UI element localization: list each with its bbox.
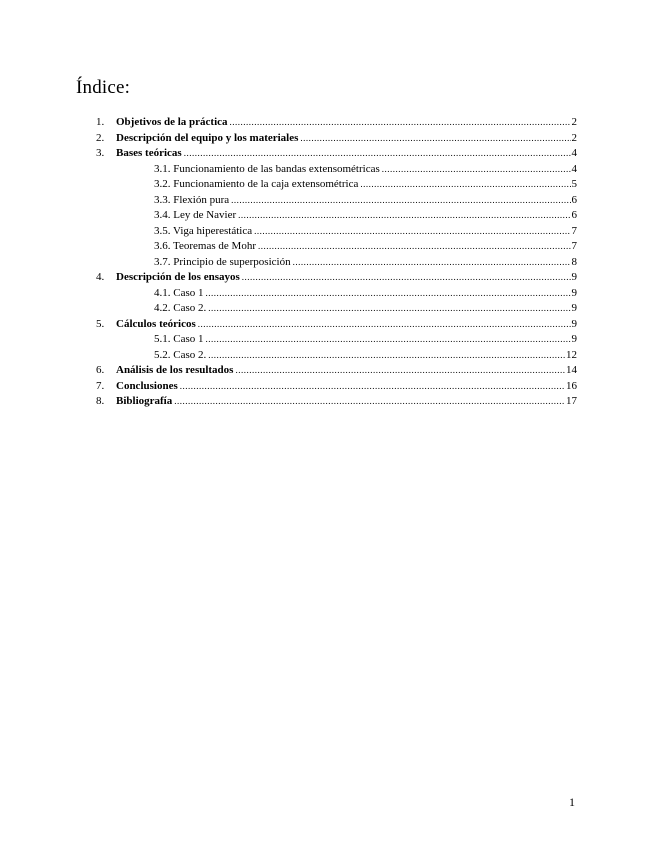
toc-dot-leader bbox=[208, 348, 565, 363]
toc-entry-number: 4. bbox=[96, 271, 105, 283]
toc-entry-label: 4.2. Caso 2. bbox=[154, 302, 207, 314]
toc-entry-line bbox=[154, 193, 577, 208]
toc-entry[interactable] bbox=[0, 332, 655, 347]
toc-entry-line bbox=[154, 224, 577, 239]
toc-entry[interactable] bbox=[0, 208, 655, 223]
toc-dot-leader bbox=[206, 286, 571, 301]
toc-entry-label: Bases teóricas bbox=[116, 147, 182, 159]
toc-entry-page: 2 bbox=[571, 116, 577, 128]
toc-entry[interactable] bbox=[0, 255, 655, 270]
toc-entry[interactable] bbox=[0, 286, 655, 301]
toc-dot-leader bbox=[360, 177, 570, 192]
toc-entry-label: 3.1. Funcionamiento de las bandas extensométricas bbox=[154, 162, 380, 175]
toc-entry-number: 6. bbox=[96, 364, 105, 376]
toc-dot-leader bbox=[231, 193, 570, 208]
toc-entry-page: 7 bbox=[571, 240, 577, 252]
toc-dot-leader bbox=[238, 208, 570, 223]
toc-entry-page: 6 bbox=[571, 209, 577, 221]
toc-entry[interactable] bbox=[0, 162, 655, 177]
toc-entry-label: 3.6. Teoremas de Mohr bbox=[154, 240, 256, 252]
toc-dot-leader bbox=[198, 317, 571, 332]
toc-entry-number: 1. bbox=[96, 116, 105, 128]
toc-entry-line bbox=[154, 177, 577, 192]
toc-entry-number: 8. bbox=[96, 395, 105, 407]
toc-entry-line bbox=[154, 162, 577, 177]
toc-entry-label: 5.2. Caso 2. bbox=[154, 348, 207, 361]
toc-entry-label: 3.3. Flexión pura bbox=[154, 193, 230, 206]
toc-entry-number: 7. bbox=[96, 379, 105, 392]
toc-dot-leader bbox=[235, 363, 565, 378]
toc-dot-leader bbox=[174, 394, 565, 409]
toc-dot-leader bbox=[293, 255, 571, 270]
toc-entry-line bbox=[154, 301, 577, 316]
toc-entry-page: 16 bbox=[566, 379, 577, 392]
toc-entry-number: 2. bbox=[96, 131, 105, 144]
toc-dot-leader bbox=[208, 301, 570, 316]
toc-dot-leader bbox=[382, 162, 571, 177]
toc-entry-label: Objetivos de la práctica bbox=[116, 116, 228, 128]
toc-entry-label: 3.4. Ley de Navier bbox=[154, 209, 237, 221]
toc-entry[interactable] bbox=[0, 177, 655, 192]
toc-dot-leader bbox=[258, 239, 571, 254]
toc-entry-page: 9 bbox=[571, 286, 577, 299]
toc-entry[interactable] bbox=[0, 224, 655, 239]
toc-entry-page: 7 bbox=[571, 224, 577, 237]
toc-dot-leader bbox=[300, 131, 570, 146]
toc-entry-label: Cálculos teóricos bbox=[116, 317, 196, 330]
toc-entry-line bbox=[116, 379, 577, 394]
toc-entry-line bbox=[116, 317, 577, 332]
toc-entry[interactable] bbox=[0, 379, 655, 394]
toc-entry-page: 14 bbox=[566, 364, 577, 376]
toc-entry[interactable] bbox=[0, 115, 655, 130]
toc-entry-label: Conclusiones bbox=[116, 379, 178, 392]
toc-entry-page: 9 bbox=[571, 317, 577, 330]
toc-entry[interactable] bbox=[0, 348, 655, 363]
toc-entry-line bbox=[116, 115, 577, 130]
toc-entry-label: 3.5. Viga hiperestática bbox=[154, 224, 253, 237]
toc-entry-page: 5 bbox=[571, 178, 577, 190]
toc-entry-number: 3. bbox=[96, 147, 105, 159]
toc-entry[interactable] bbox=[0, 363, 655, 378]
toc-entry-line bbox=[154, 332, 577, 347]
toc-dot-leader bbox=[230, 115, 571, 130]
toc-entry-line bbox=[116, 363, 577, 378]
page-number: 1 bbox=[569, 795, 575, 809]
toc-entry-line bbox=[154, 348, 577, 363]
toc-entry-label: 4.1. Caso 1 bbox=[154, 286, 204, 299]
toc-entry-line bbox=[116, 270, 577, 285]
toc-entry[interactable] bbox=[0, 394, 655, 409]
toc-entry-page: 12 bbox=[566, 348, 577, 361]
toc-entry-label: Descripción de los ensayos bbox=[116, 271, 240, 283]
toc-entry[interactable] bbox=[0, 239, 655, 254]
toc-dot-leader bbox=[184, 146, 571, 161]
toc-entry-number: 5. bbox=[96, 317, 105, 330]
toc-entry-line bbox=[154, 239, 577, 254]
toc-dot-leader bbox=[206, 332, 571, 347]
toc-entry-label: 3.7. Principio de superposición bbox=[154, 255, 291, 268]
toc-entry[interactable] bbox=[0, 270, 655, 285]
toc-entry-label: 5.1. Caso 1 bbox=[154, 333, 204, 345]
toc-entry-line bbox=[116, 146, 577, 161]
toc-entry-page: 8 bbox=[571, 255, 577, 268]
toc-entry-page: 6 bbox=[571, 193, 577, 206]
toc-dot-leader bbox=[242, 270, 571, 285]
page-title: Índice: bbox=[76, 77, 131, 98]
toc-entry-page: 4 bbox=[571, 147, 577, 159]
toc-entry-page: 9 bbox=[571, 271, 577, 283]
toc-dot-leader bbox=[254, 224, 570, 239]
toc-entry-line bbox=[116, 131, 577, 146]
toc-entry[interactable] bbox=[0, 301, 655, 316]
toc-entry-label: Descripción del equipo y los materiales bbox=[116, 131, 299, 144]
toc-entry-line bbox=[154, 286, 577, 301]
toc-entry-page: 9 bbox=[571, 333, 577, 345]
toc-entry-label: Bibliografía bbox=[116, 395, 173, 407]
toc-entry[interactable] bbox=[0, 131, 655, 146]
toc-entry-line bbox=[154, 208, 577, 223]
toc-entry-line bbox=[154, 255, 577, 270]
toc-entry-page: 9 bbox=[571, 302, 577, 314]
toc-entry-label: 3.2. Funcionamiento de la caja extensométrica bbox=[154, 178, 359, 190]
toc-entry-page: 2 bbox=[571, 131, 577, 144]
toc-entry-page: 4 bbox=[571, 162, 577, 175]
toc-entry-line bbox=[116, 394, 577, 409]
toc-entry[interactable] bbox=[0, 317, 655, 332]
toc-entry-page: 17 bbox=[566, 395, 577, 407]
toc-dot-leader bbox=[180, 379, 565, 394]
toc-entry[interactable] bbox=[0, 146, 655, 161]
toc-entry[interactable] bbox=[0, 193, 655, 208]
toc-entry-label: Análisis de los resultados bbox=[116, 364, 234, 376]
